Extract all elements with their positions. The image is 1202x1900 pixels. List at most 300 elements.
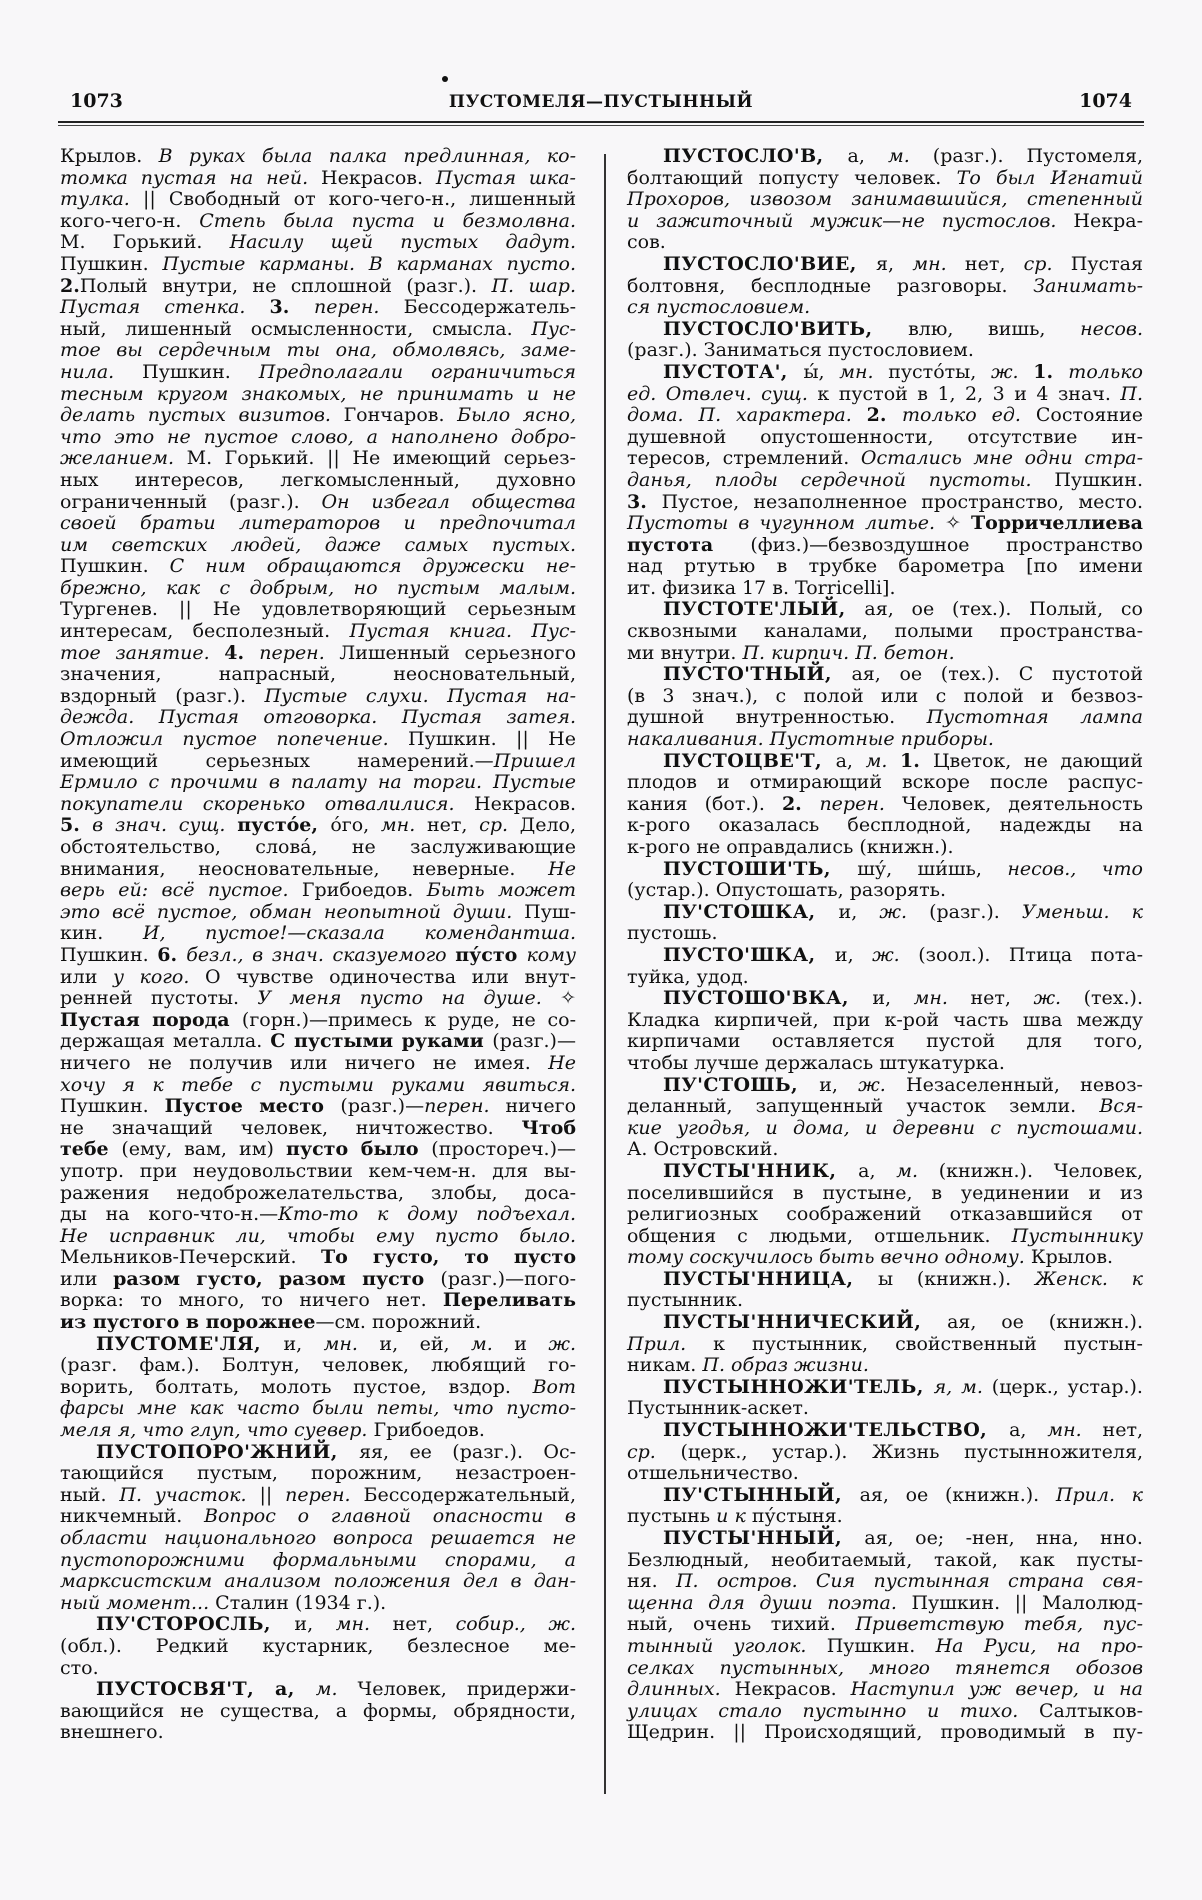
text-run: Пушкин. [826,1634,936,1657]
text-line [60,772,576,794]
italic-run: у кого. [112,965,205,988]
italic-run: перен. [314,296,404,319]
text-run: нет, [970,987,1034,1010]
text-run: (в 3 знач.), с полой или с полой и безвоз- [627,684,1143,707]
text-line [60,1550,576,1572]
text-line [60,448,576,470]
text-run: ный, очень тихий. [627,1613,856,1636]
bold-run: 2. [60,274,80,297]
text-line [60,146,576,168]
italic-run: м. [315,1678,358,1701]
bold-run: 1. [1033,360,1069,383]
text-line [60,1053,576,1075]
text-run: употр. при неудовольствии кем-чем-н. для вы- [60,1159,576,1182]
text-run: внимания, неосновательные, неверные. [60,857,549,880]
italic-run: ср. [1023,252,1071,275]
headword: ПУСТОШИ'ТЬ, [663,857,858,880]
page-number-right: 1074 [1079,90,1132,112]
italic-run: и к [716,1505,752,1528]
italic-run: Приветствую тебя, пус- [855,1613,1143,1636]
text-line [627,232,1143,254]
page-number-left: 1073 [70,90,123,112]
text-run: и, [834,943,873,966]
text-line [60,1247,576,1269]
italic-run: ный момент... [60,1591,216,1614]
italic-run: кому [526,943,576,966]
text-line [60,1334,576,1356]
text-run: яя, ее (разг.). Ос- [359,1440,577,1463]
headword: ПУСТОМЕ'ЛЯ, [96,1332,284,1355]
text-run: Гончаров. [343,404,458,427]
italic-run: ср. [479,814,520,837]
text-run: к пустынник, свойственный пустын- [713,1332,1143,1355]
text-line [60,1031,576,1053]
italic-run: брежно, как с добрым, но пустым малым. [60,576,576,599]
text-run: ренней пустоты. [60,987,258,1010]
text-line [627,1377,1143,1399]
text-run: || Свободный от кого-чего-н., лишенный [142,188,577,211]
text-run: общения с людьми, отшельник. [627,1224,1012,1247]
headword: ПУСТОСВЯ'Т, а, [96,1678,316,1701]
italic-run: Было ясно, [457,404,576,427]
italic-run: В руках была палка предлинная, ко- [158,145,576,167]
text-line [60,686,576,708]
italic-run: селках пустынных, много тянется обозов [627,1656,1143,1679]
text-line [627,794,1143,816]
bold-run: То густо, то пусто [321,1246,576,1269]
text-run: Некрасов. [734,1678,851,1701]
headword: ПУСТОПОРО'ЖНИЙ, [96,1440,360,1463]
text-line [627,751,1143,773]
italic-run: Пришел [493,749,576,772]
text-line [627,837,1143,859]
text-run: о́го, [330,814,381,837]
text-run: Пуш- [524,900,576,923]
text-line [60,362,576,384]
headword: ПУСТО'ТНЫЙ, [663,663,852,686]
italic-run: м. [887,145,933,167]
italic-run: безл., в знач. сказуемого [186,943,456,966]
text-run: (разг.)—пого- [440,1267,576,1290]
text-line [60,427,576,449]
text-run: никчемный. [60,1505,204,1528]
italic-run: Вся- [1099,1095,1143,1118]
text-line [60,297,576,319]
text-run: (разг.). [929,900,1022,923]
italic-run: П. шар. [491,274,576,297]
italic-run: тынный уголок. [627,1634,827,1657]
text-run: Полый внутри, не сплошной (разг.). [79,274,492,297]
bold-run: пустота [627,533,751,556]
italic-run: Пустыннику [1011,1224,1143,1247]
italic-run: Пустая книга. Пус- [349,620,576,643]
text-run: (разг.)— [340,1095,425,1118]
text-line [60,492,576,514]
text-line [60,1463,576,1485]
headword: ПУСТОТА', [663,360,804,383]
italic-run: области национального вопроса решается не [60,1527,576,1549]
bold-run: Торричеллиева [971,512,1143,535]
italic-run: мн. [335,1613,393,1636]
text-line [60,168,576,190]
text-run: (обл.). Редкий кустарник, безлесное ме- [60,1634,576,1657]
text-run: сов. [627,231,666,254]
text-run: (разг. фам.). Болтун, человек, любящий го- [60,1354,576,1377]
text-line [627,319,1143,341]
text-run: Тургенев. || Не удовлетворяющий серьезным [60,598,576,621]
text-run: сто. [60,1656,99,1679]
text-run: Грибоедов. [373,1419,485,1442]
text-run: сквозными каналами, полыми пространства- [627,620,1143,643]
text-run: Салтыков- [1039,1699,1143,1722]
column-divider [604,154,606,1794]
text-line [60,599,576,621]
text-run: пустынь [627,1505,717,1528]
text-line [60,621,576,643]
text-line [627,621,1143,643]
italic-run: тому соскучилось быть вечно одному. [627,1246,1031,1269]
bold-run: Чтоб [521,1116,576,1139]
text-line [627,1053,1143,1075]
italic-run: И, пустое!—сказала комендантша. [142,922,577,945]
text-run: а, [835,749,866,772]
text-run: внешнего. [60,1721,164,1744]
text-line [60,340,576,362]
headword: ПУСТЫ'ННИЧЕСКИЙ, [663,1311,948,1334]
bold-run: С пустыми руками [270,1030,493,1053]
text-run: (разг.). Пустомеля, [932,145,1143,167]
italic-run: Занимать- [1033,274,1143,297]
headword: ПУСТОСЛО'ВИЕ, [663,252,877,275]
text-run: ая, ое (книжн.). [947,1311,1143,1334]
italic-run: тое занятие. [60,641,225,664]
text-run: (горн.)—примесь к руде, не со- [241,1008,576,1031]
text-run: держащая металла. [60,1030,271,1053]
text-run: и, [283,1332,324,1355]
text-line [627,1593,1143,1615]
italic-run: П. кирпич. П. бетон. [742,641,955,664]
italic-run: Прил. к [1055,1483,1143,1506]
bold-run: 5. [60,814,93,837]
headword: ПУСТОСЛО'ВИТЬ, [663,317,909,340]
italic-run: перен. [424,1095,506,1118]
italic-run: ж. [990,360,1034,383]
text-run: а, [1009,1419,1048,1442]
headword: ПУСТЫ'ННИЦА, [663,1267,879,1290]
text-run: Грибоедов. [301,879,427,902]
headword: ПУСТОТЕ'ЛЫЙ, [663,598,865,621]
text-run: нет, [392,1613,456,1636]
italic-run: ед. Отвлеч. сущ. [627,382,818,405]
italic-run: тулка. [60,188,143,211]
italic-run: м. [865,749,900,772]
text-line [60,923,576,945]
italic-run: На Руси, на про- [935,1634,1143,1657]
italic-run: П. остров. Сия пустынная страна свя- [675,1570,1143,1593]
text-run: кин. [60,922,143,945]
text-run: Пушкин. || Малолюд- [911,1591,1144,1614]
italic-run: несов. [1080,317,1143,340]
text-line [60,1290,576,1312]
headword: ПУ'СТОШКА, [663,900,839,923]
text-line [627,1658,1143,1680]
text-run: ы́, [803,360,840,383]
text-run: или [60,965,113,988]
text-run: ражения недоброжелательства, злобы, доса- [60,1181,576,1204]
text-run: (зоол.). Птица пота- [918,943,1143,966]
text-line [60,707,576,729]
text-line [627,1485,1143,1507]
text-run: и, [838,900,880,923]
text-line [60,211,576,233]
headword: ПУСТОШО'ВКА, [663,987,873,1010]
italic-run: Пус- [531,317,576,340]
italic-run: У меня пусто на душе. [257,987,561,1010]
headword: ПУ'СТОШЬ, [663,1073,820,1096]
text-run: ный, лишенный осмысленности, смысла. [60,317,532,340]
italic-run: мн. [913,987,971,1010]
text-run: обстоятельство, слова́, не заслуживающие [60,836,576,858]
headword: ПУСТЫ'ННИК, [663,1159,859,1182]
running-head: ПУСТОМЕЛЯ—ПУСТЫННЫЙ [448,92,754,112]
text-line [627,923,1143,945]
headword: ПУСТОЦВЕ'Т, [663,749,836,772]
text-run: ✧ [560,987,576,1010]
text-run: Щедрин. || Происходящий, проводимый в пу- [627,1721,1143,1744]
text-run: религиозных соображений отказавшийся от [627,1203,1143,1226]
text-run: к пустой в 1, 2, 3 и 4 знач. [817,382,1121,405]
text-line [60,729,576,751]
text-run: М. Горький. || Не имеющий серьез- [186,447,576,470]
text-run: плодов и отмирающий вскоре после распус- [627,771,1143,794]
text-run: никам. [627,1354,703,1377]
italic-run: накаливания. Пустотные приборы. [627,728,994,751]
text-line [627,1442,1143,1464]
headword: ПУСТОСЛО'В, [663,145,848,167]
text-run: Бессодержательный, [363,1483,576,1506]
text-run: а, [858,1159,897,1182]
italic-run: длинных. [627,1678,735,1701]
italic-run: Прил. [627,1332,714,1355]
text-run: О чувстве одиночества или внут- [204,965,576,988]
text-line [627,1679,1143,1701]
italic-run: это всё пустое, обман неопытной души. [60,900,525,923]
text-line [60,815,576,837]
text-line [60,1442,576,1464]
text-line [627,1118,1143,1140]
italic-run: мн. [380,814,427,837]
text-run: Пушкин. [60,252,163,275]
text-run: туйка, удод. [627,965,749,988]
text-run: вающийся не существа, а формы, обрядности, [60,1699,576,1722]
text-line [627,599,1143,621]
italic-run: своей братьи литераторов и предпочитал [60,512,576,535]
italic-run: перен. [259,641,340,664]
text-run: Пустое, незаполненное пространство, место. [661,490,1143,513]
text-run: ды на кого-что-н.— [60,1203,279,1226]
italic-run: улицах стало пустынно и тихо. [627,1699,1039,1722]
text-run: нет, [964,252,1024,275]
italic-run: П. участок. [119,1483,260,1506]
italic-run: меля я, что глуп, что суевер. [60,1419,374,1442]
italic-run: собир., ж. [455,1613,576,1636]
italic-run: ср. [627,1440,681,1463]
headword: ПУСТО'ШКА, [663,943,835,966]
italic-run: Остались мне одни стра- [860,447,1143,470]
italic-run: в знач. сущ. [92,814,238,837]
text-line [627,340,1143,362]
italic-run: ж. [548,1332,576,1355]
text-line [60,556,576,578]
text-run: ая, ое (тех.). С пустотой [851,663,1143,686]
text-line [60,1226,576,1248]
text-run: болтовня, бесплодные разговоры. [627,274,1034,297]
text-line [627,1290,1143,1312]
text-run: чтобы лучше держалась штукатурка. [627,1051,1005,1074]
text-run: ный. [60,1483,120,1506]
text-line [627,1506,1143,1528]
text-run: Некрасов. [321,166,436,189]
text-line [627,1031,1143,1053]
text-run: душной внутренностью. [627,706,927,729]
text-run: || [259,1483,286,1506]
text-run: —см. порожний. [315,1311,482,1334]
text-line [627,1334,1143,1356]
headword: ПУ'СТЫННЫЙ, [663,1483,860,1506]
italic-run: только [1068,360,1143,383]
italic-run: Пустые карманы. В карманах пусто. [162,252,576,275]
italic-run: и зажиточный мужик—не пустослов. [627,209,1074,232]
text-line [60,1269,576,1291]
text-run: ворить, болтать, молоть пустое, вздор. [60,1375,533,1398]
text-run: (физ.)—безвоздушное пространство [750,533,1143,556]
text-run: поселившийся в пустыне, в уединении и из [627,1181,1143,1204]
text-line [627,686,1143,708]
text-run: М. Горький. [60,231,230,254]
text-run: кирпичами оставляется пустой для того, [627,1030,1143,1053]
text-line [60,1118,576,1140]
text-run: Некрасов. [474,792,576,815]
text-line [627,384,1143,406]
bold-run: пусто было [286,1138,432,1161]
italic-run: м. [470,1332,515,1355]
text-line [627,1075,1143,1097]
text-run: Состояние [1035,404,1143,427]
text-line [627,967,1143,989]
text-run: Мельников-Печерский. [60,1246,322,1269]
italic-run: ж. [858,1073,907,1096]
text-line [627,427,1143,449]
text-run: ы (книжн.). [878,1267,1035,1290]
text-line [60,967,576,989]
text-run: интересам, бесполезный. [60,620,350,643]
text-line [627,1226,1143,1248]
italic-run: Он избегал общества [321,490,576,513]
text-line [60,1528,576,1550]
text-line [60,988,576,1010]
text-run: Человек, деятельность [901,792,1144,815]
italic-run: данья, плоды сердечной пустоты. [627,468,1055,491]
text-line [627,1571,1143,1593]
text-line [627,189,1143,211]
text-line [60,902,576,924]
text-run: ворка: то много, то ничего нет. [60,1289,443,1312]
page-header [70,90,1132,116]
headword: ПУСТЫННОЖИ'ТЕЛЬ, [663,1375,934,1398]
text-line [627,772,1143,794]
text-run: и, ей, [379,1332,471,1355]
bold-run: пусто́е, [237,814,331,837]
text-run: нет, [1102,1419,1143,1442]
text-run: пустынник. [627,1289,744,1312]
text-run: Кладка кирпичей, при к-рой часть шва между [627,1008,1143,1031]
italic-run: Наступил уж вечер, и на [850,1678,1143,1701]
italic-run: пустопорожними формальными спорами, а [60,1548,576,1571]
text-line [627,470,1143,492]
text-run: Цветок, не дающий [932,749,1143,772]
italic-run: ся пустословием. [627,296,811,319]
italic-run: перен. [285,1483,364,1506]
text-line [627,276,1143,298]
text-line [627,1550,1143,1572]
text-run: ня. [627,1570,676,1593]
text-line [627,254,1143,276]
italic-run: Быть может [426,879,576,902]
italic-run: С ним обращаются дружески не- [169,555,576,578]
italic-run: что это не пустое слово, а наполнено добро- [60,425,576,448]
text-run: Сталин (1934 г.). [215,1591,387,1614]
italic-run: фарсы мне как часто были петы, что пусто- [60,1397,576,1420]
text-run: к-рого оказалась бесплодной, надежды на [627,814,1143,837]
text-line [627,1183,1143,1205]
text-line [627,1161,1143,1183]
italic-run: нила. [60,360,143,383]
italic-run: мн. [323,1332,380,1355]
text-run: Крылов. [1030,1246,1114,1269]
italic-run: ж. [879,900,930,923]
text-line [60,1161,576,1183]
text-run: имеющий серьезных намерений.— [60,749,494,772]
text-line [627,146,1143,168]
italic-run: Пустотная лампа [926,706,1143,729]
italic-run: ж. [872,943,919,966]
text-run: Бессодержатель- [403,296,576,319]
text-run: влю, вишь, [908,317,1081,340]
text-line [60,1010,576,1032]
italic-run: щенна для души поэта. [627,1591,912,1614]
right-column [627,146,1143,1744]
text-run: А. Островский. [627,1138,779,1161]
text-line [60,1139,576,1161]
italic-run: Не [548,857,576,880]
bold-run: Пустое место [164,1095,341,1118]
text-run: ая, ое (книжн.). [859,1483,1056,1506]
text-run: над ртутью в трубке барометра [по имени [627,555,1143,578]
text-run: пусто́ты, [888,360,991,383]
text-run: ничего не получив или ничего не имея. [60,1051,549,1074]
italic-run: Прохоров, извозом занимавшийся, степенный [627,188,1143,211]
text-line [627,1139,1143,1161]
text-run: Дело, [519,814,576,837]
text-line [627,1528,1143,1550]
italic-run: То был Игнатий [956,166,1143,189]
italic-run: я, м. [933,1375,992,1398]
bold-run: Переливать [442,1289,576,1312]
text-run: ограниченный (разг.). [60,490,322,513]
italic-run: ж. [1033,987,1084,1010]
italic-run: Уменьш. к [1021,900,1143,923]
text-line [627,1463,1143,1485]
